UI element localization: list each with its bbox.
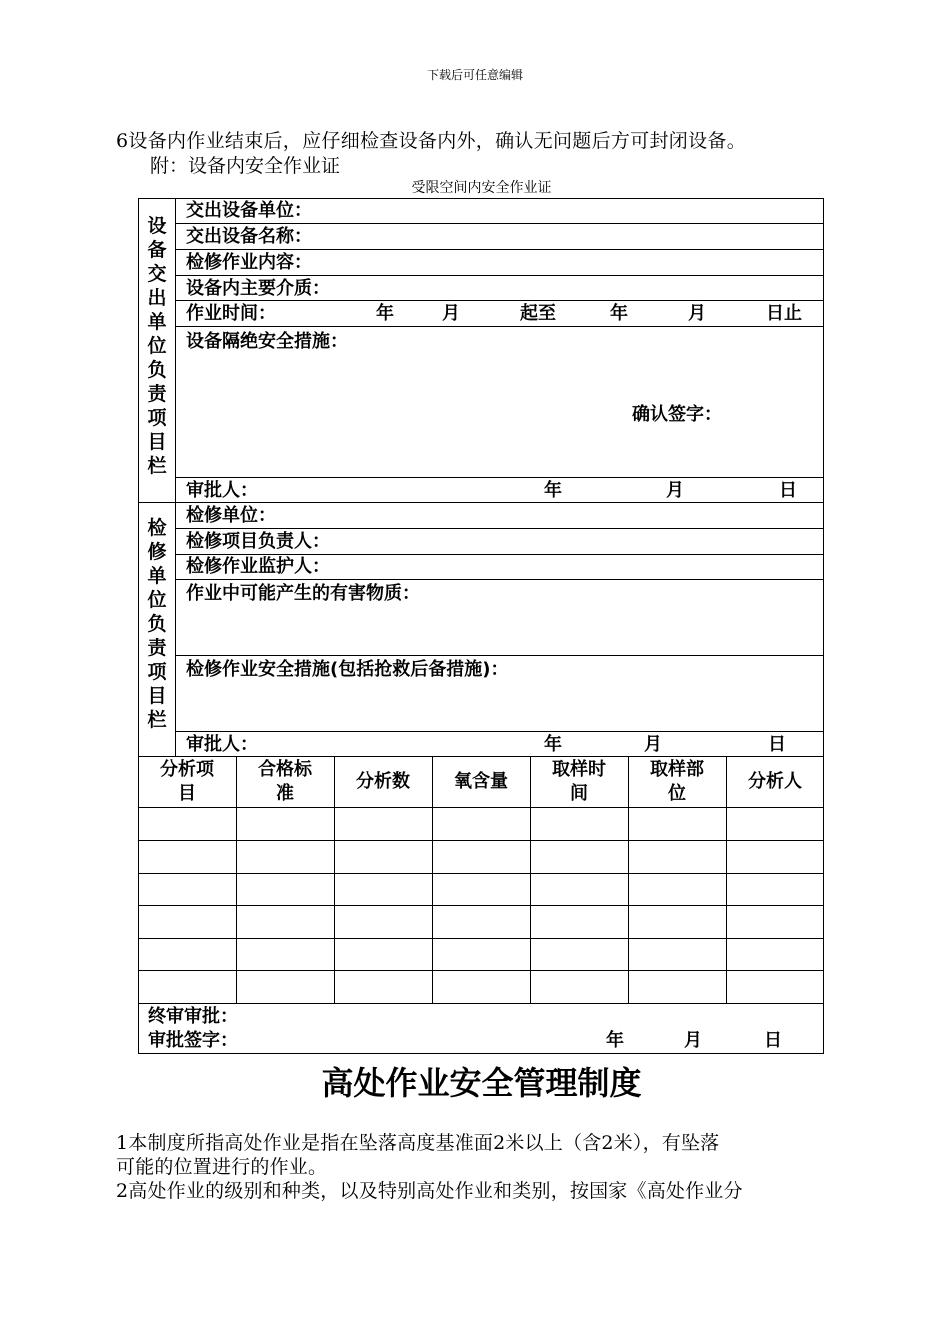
header-analysis-item: 分析项 目 [160, 759, 214, 804]
work-content-field: 检修作业内容： [186, 252, 312, 273]
grid-line [138, 840, 824, 841]
approval-signature-field: 审批签字： [148, 1030, 238, 1051]
row-line [175, 223, 824, 224]
approve2-month: 月 [644, 734, 662, 755]
approver-field-1: 审批人： [186, 480, 258, 501]
isolation-measures-field: 设备隔绝安全措施： [186, 331, 348, 352]
paragraph-6: 6设备内作业结束后，应仔细检查设备内外，确认无问题后方可封闭设备。 [116, 130, 746, 152]
section1-label: 设 备 交 出 单 位 负 责 项 目 栏 [147, 215, 167, 477]
handover-unit-field: 交出设备单位： [186, 200, 312, 221]
attachment-line: 附：设备内安全作业证 [150, 155, 341, 177]
header-sampling-time: 取样时 间 [552, 759, 606, 804]
section-title: 高处作业安全管理制度 [321, 1064, 642, 1102]
approve1-year: 年 [544, 480, 562, 501]
grid-line [138, 938, 824, 939]
time-year-1: 年 [376, 303, 394, 324]
form-title: 受限空间内安全作业证 [411, 180, 552, 196]
final-day: 日 [764, 1030, 782, 1051]
body-line-2: 可能的位置进行的作业。 [116, 1156, 328, 1178]
header-note: 下载后可任意编辑 [426, 68, 523, 82]
approve1-day: 日 [779, 480, 797, 501]
section2-label: 检 修 单 位 负 责 项 目 栏 [147, 517, 167, 731]
guardian-field: 检修作业监护人： [186, 556, 330, 577]
repair-unit-field: 检修单位： [186, 505, 276, 526]
final-review-field: 终审审批： [148, 1006, 238, 1027]
grid-line [138, 970, 824, 971]
header-sampling-location: 取样部 位 [650, 759, 704, 804]
grid-line [138, 807, 824, 808]
approve2-day: 日 [768, 734, 786, 755]
equipment-name-field: 交出设备名称： [186, 226, 312, 247]
work-permit-form [138, 198, 824, 1054]
time-day-end: 日止 [766, 303, 802, 324]
row-line [175, 579, 824, 580]
grid-line [138, 873, 824, 874]
work-time-label: 作业时间： [186, 303, 276, 324]
header-qualified-standard: 合格标 准 [258, 759, 312, 804]
header-analysis-count: 分析数 [356, 771, 410, 792]
time-month-1: 月 [442, 303, 460, 324]
grid-line [138, 1003, 824, 1004]
row-line [175, 655, 824, 656]
approve2-year: 年 [544, 734, 562, 755]
hazardous-substances-field: 作业中可能产生的有害物质： [186, 583, 420, 604]
safety-measures-field: 检修作业安全措施(包括抢救后备措施)： [186, 659, 509, 680]
approver-field-2: 审批人： [186, 734, 258, 755]
project-leader-field: 检修项目负责人： [186, 531, 330, 552]
final-month: 月 [684, 1030, 702, 1051]
header-analyst: 分析人 [748, 771, 802, 792]
row-line [175, 731, 824, 732]
time-year-2: 年 [610, 303, 628, 324]
main-medium-field: 设备内主要介质： [186, 278, 330, 299]
row-line [175, 249, 824, 250]
confirm-signature-label: 确认签字： [632, 404, 722, 425]
body-line-3: 2高处作业的级别和种类，以及特别高处作业和类别，按国家《高处作业分 [116, 1180, 743, 1202]
body-line-1: 1本制度所指高处作业是指在坠落高度基准面2米以上（含2米），有坠落 [116, 1132, 720, 1154]
row-line [175, 477, 824, 478]
approve1-month: 月 [666, 480, 684, 501]
row-line [175, 275, 824, 276]
row-line [175, 528, 824, 529]
row-line [175, 326, 824, 327]
time-month-2: 月 [688, 303, 706, 324]
final-year: 年 [606, 1030, 624, 1051]
header-oxygen-content: 氧含量 [454, 771, 508, 792]
border-bottom [138, 1053, 824, 1054]
grid-line [138, 905, 824, 906]
time-from-to: 起至 [520, 303, 556, 324]
